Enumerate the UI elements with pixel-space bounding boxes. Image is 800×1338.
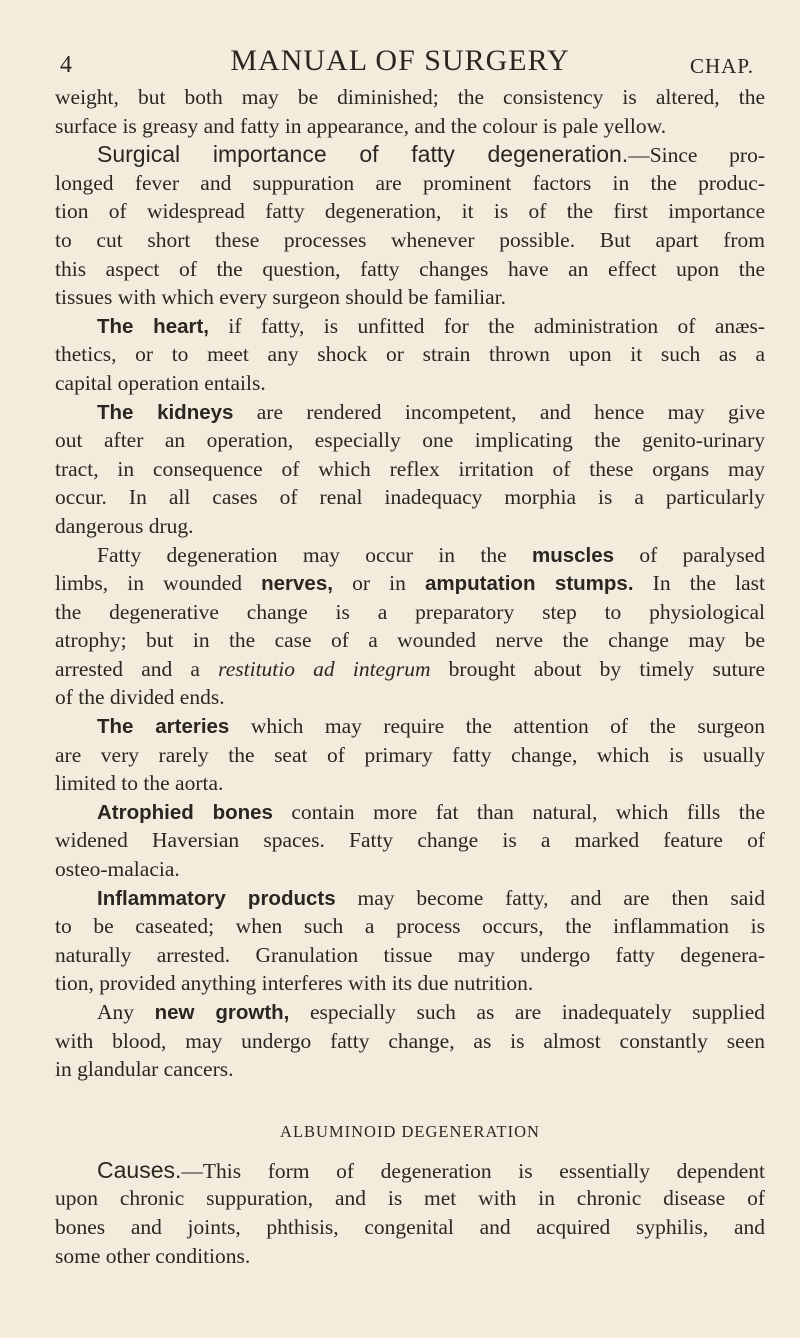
heading-inflammatory-products: Inflammatory products — [97, 886, 336, 910]
text-run: of paralysed — [614, 542, 765, 567]
paragraph-muscles-nerves — [55, 541, 765, 713]
text-line: upon chronic suppuration, and is met with in chronic disease of — [55, 1186, 765, 1211]
heading-new-growth: new growth, — [154, 1001, 290, 1024]
text-run: or in — [332, 571, 425, 596]
text-run: brought about by timely suture — [430, 656, 765, 681]
heading-amputation-stumps: amputation stumps. — [425, 572, 634, 596]
text-run: may become fatty, and are then said — [335, 885, 765, 910]
text-line: to cut short these processes whenever possible. But apart from — [55, 227, 765, 252]
text-run: Any — [97, 1000, 155, 1024]
text-line: osteo-malacia. — [55, 857, 180, 882]
text-run: In the last — [633, 571, 765, 596]
text-run: Fatty degeneration may occur in the — [97, 542, 532, 567]
page-number: 4 — [60, 52, 72, 78]
text-line: tract, in consequence of which reflex irritation of these organs may — [55, 456, 765, 481]
heading-surgical-importance: Surgical importance of fatty degeneration. — [97, 141, 629, 168]
page-header — [0, 44, 800, 84]
text-line: longed fever and suppuration are prominent factors in the produc- — [55, 170, 765, 195]
text-line: occur. In all cases of renal inadequacy morphia is a particularly — [55, 485, 765, 510]
text-line: this aspect of the question, fatty changes have an effect upon the — [55, 256, 765, 281]
text-line: with blood, may undergo fatty change, as is almost constantly seen — [55, 1028, 765, 1053]
paragraph-intro — [55, 83, 765, 140]
paragraph-causes — [55, 1156, 765, 1270]
text-run: —This form of degeneration is essentially dependent — [181, 1158, 765, 1183]
text-run: especially such as are inadequately supplied — [289, 1000, 765, 1024]
chapter-label: CHAP. — [690, 54, 754, 78]
text-line: the degenerative change is a preparatory step to physiological — [55, 599, 765, 624]
paragraph-new-growth — [55, 998, 765, 1084]
heading-heart: The heart, — [97, 314, 209, 338]
paragraph-atrophied-bones — [55, 798, 765, 884]
text-run: —Since pro- — [628, 143, 765, 168]
paragraph-kidneys — [55, 398, 765, 541]
text-run: which may require the attention of the surgeon — [229, 714, 765, 739]
heading-atrophied-bones: Atrophied bones — [97, 800, 273, 824]
text-line: tion of widespread fatty degeneration, it is of the first importance — [55, 199, 765, 224]
text-run: contain more fat than natural, which fills the — [272, 799, 765, 824]
text-line: bones and joints, phthisis, congenital and acquired syphilis, and — [55, 1214, 765, 1239]
text-line: dangerous drug. — [55, 513, 194, 538]
text-run: are rendered incompetent, and hence may give — [233, 399, 765, 424]
text-run: limbs, in wounded — [55, 571, 262, 596]
running-title: MANUAL OF SURGERY — [230, 44, 570, 77]
text-line: atrophy; but in the case of a wounded nerve the change may be — [55, 628, 765, 653]
text-line: out after an operation, especially one implicating the genito-urinary — [55, 428, 765, 453]
text-line: thetics, or to meet any shock or strain thrown upon it such as a — [55, 342, 765, 367]
italic-phrase: restitutio ad integrum — [218, 656, 431, 681]
text-line: to be caseated; when such a process occurs, the inflammation is — [55, 914, 765, 939]
text-line: are very rarely the seat of primary fatty change, which is usually — [55, 742, 765, 767]
paragraph-arteries — [55, 712, 765, 798]
text-line: some other conditions. — [55, 1243, 251, 1268]
heading-arteries: The arteries — [97, 715, 230, 739]
text-line: limited to the aorta. — [55, 771, 224, 796]
text-line: widened Haversian spaces. Fatty change is a marked feature of — [55, 828, 765, 853]
text-line: weight, but both may be diminished; the consistency is altered, the — [55, 85, 765, 109]
text-line: capital operation entails. — [55, 370, 266, 395]
heading-nerves: nerves, — [261, 572, 333, 596]
paragraph-surgical-importance — [55, 140, 765, 312]
text-line: tissues with which every surgeon should be familiar. — [55, 285, 507, 310]
text-line: of the divided ends. — [55, 685, 225, 710]
heading-kidneys: The kidneys — [97, 400, 234, 424]
page-body — [55, 83, 765, 1270]
text-line: naturally arrested. Granulation tissue may undergo fatty degenera- — [55, 942, 765, 967]
text-run: arrested and a — [55, 656, 219, 681]
heading-muscles: muscles — [531, 543, 615, 567]
text-line: surface is greasy and fatty in appearance, and the colour is pale yellow. — [55, 113, 667, 138]
section-title: ALBUMINOID DEGENERATION — [280, 1121, 540, 1141]
paragraph-inflammatory — [55, 884, 765, 998]
paragraph-heart — [55, 312, 765, 398]
text-line: in glandular cancers. — [55, 1057, 234, 1082]
heading-causes: Causes. — [97, 1156, 182, 1183]
text-run: if fatty, is unfitted for the administration of anæs- — [209, 313, 765, 338]
text-line: tion, provided anything interferes with its due nutrition. — [55, 971, 534, 996]
